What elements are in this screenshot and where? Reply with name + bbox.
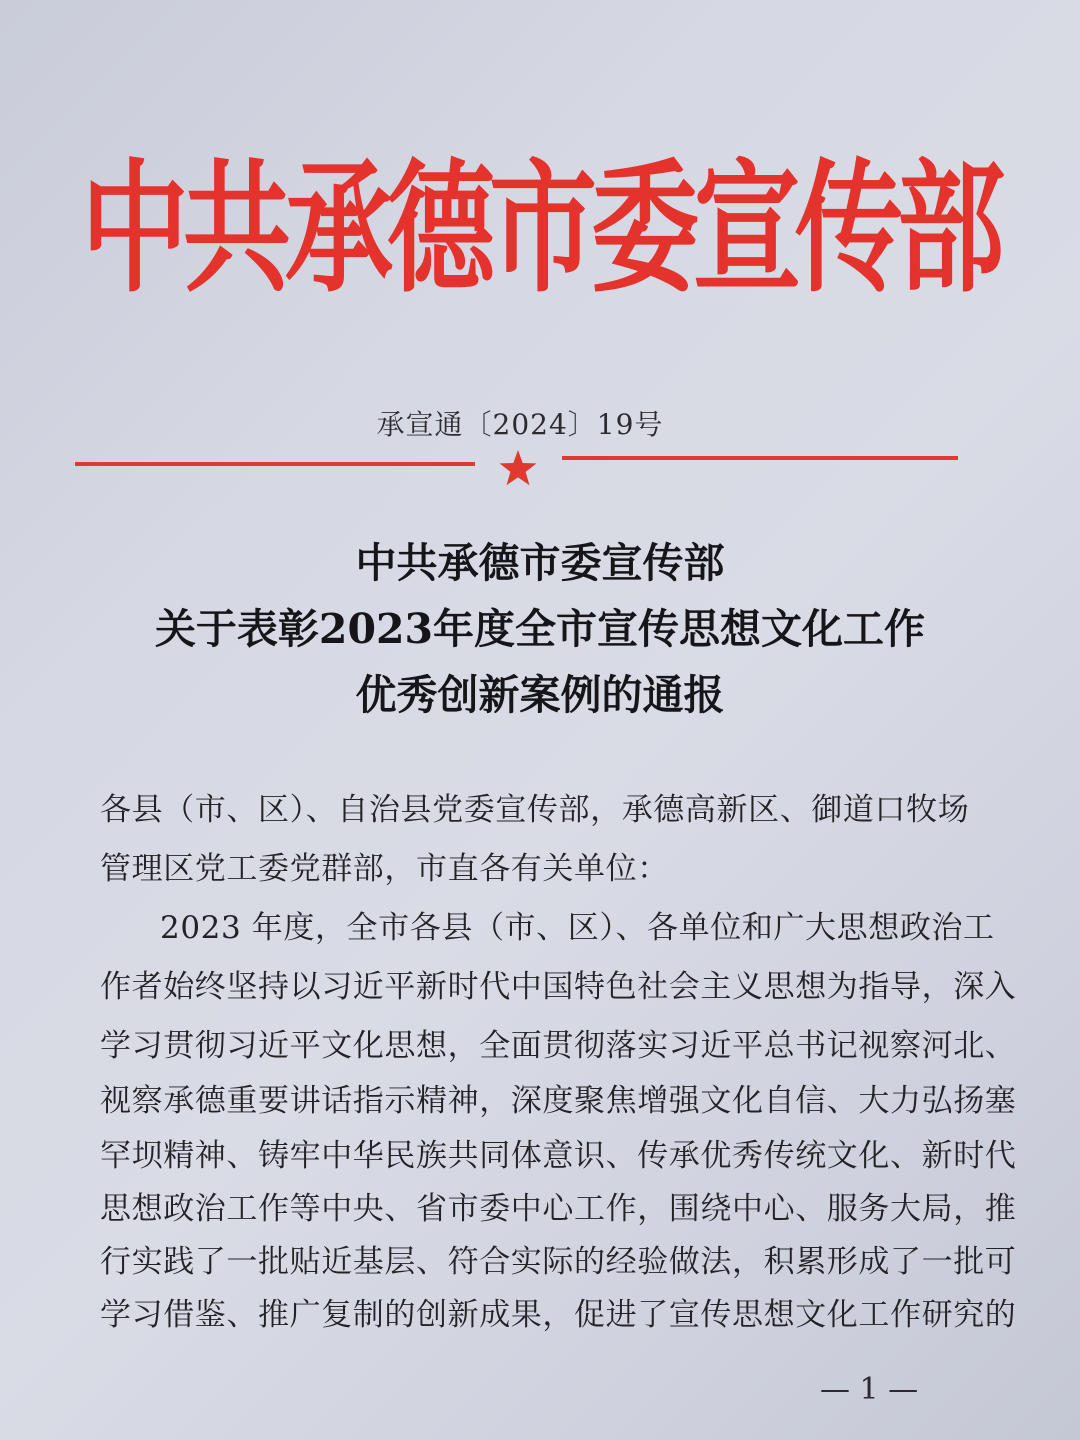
red-rule-left	[75, 462, 475, 466]
title-line-2: 关于表彰2023年度全市宣传思想文化工作	[154, 605, 926, 653]
body-line: 行实践了一批贴近基层、符合实际的经验做法，积累形成了一批可	[100, 1244, 1017, 1280]
body-line: 思想政治工作等中央、省市委中心工作，围绕中心、服务大局，推	[100, 1191, 1017, 1227]
page-number: — 1 —	[820, 1372, 919, 1407]
body-line: 视察承德重要讲话指示精神，深度聚焦增强文化自信、大力弘扬塞	[100, 1083, 1017, 1119]
red-rule-right	[562, 456, 958, 460]
body-line: 学习贯彻习近平文化思想，全面贯彻落实习近平总书记视察河北、	[100, 1028, 1017, 1064]
issuer-masthead: 中共承德市委宣传部	[80, 146, 999, 313]
body-line: 学习借鉴、推广复制的创新成果，促进了宣传思想文化工作研究的	[100, 1297, 1017, 1333]
body-line: 各县（市、区）、自治县党委宣传部，承德高新区、御道口牧场	[100, 792, 970, 828]
title-line-1: 中共承德市委宣传部	[355, 539, 725, 587]
body-line: 作者始终坚持以习近平新时代中国特色社会主义思想为指导，深入	[100, 969, 1017, 1005]
red-star-icon	[498, 448, 538, 488]
document-number: 承宣通〔2024〕19号	[376, 408, 664, 441]
body-line: 罕坝精神、铸牢中华民族共同体意识、传承优秀传统文化、新时代	[100, 1138, 1017, 1174]
title-line-3: 优秀创新案例的通报	[355, 671, 725, 719]
body-line: 2023 年度，全市各县（市、区）、各单位和广大思想政治工	[160, 910, 995, 946]
body-line: 管理区党工委党群部，市直各有关单位：	[100, 851, 669, 887]
